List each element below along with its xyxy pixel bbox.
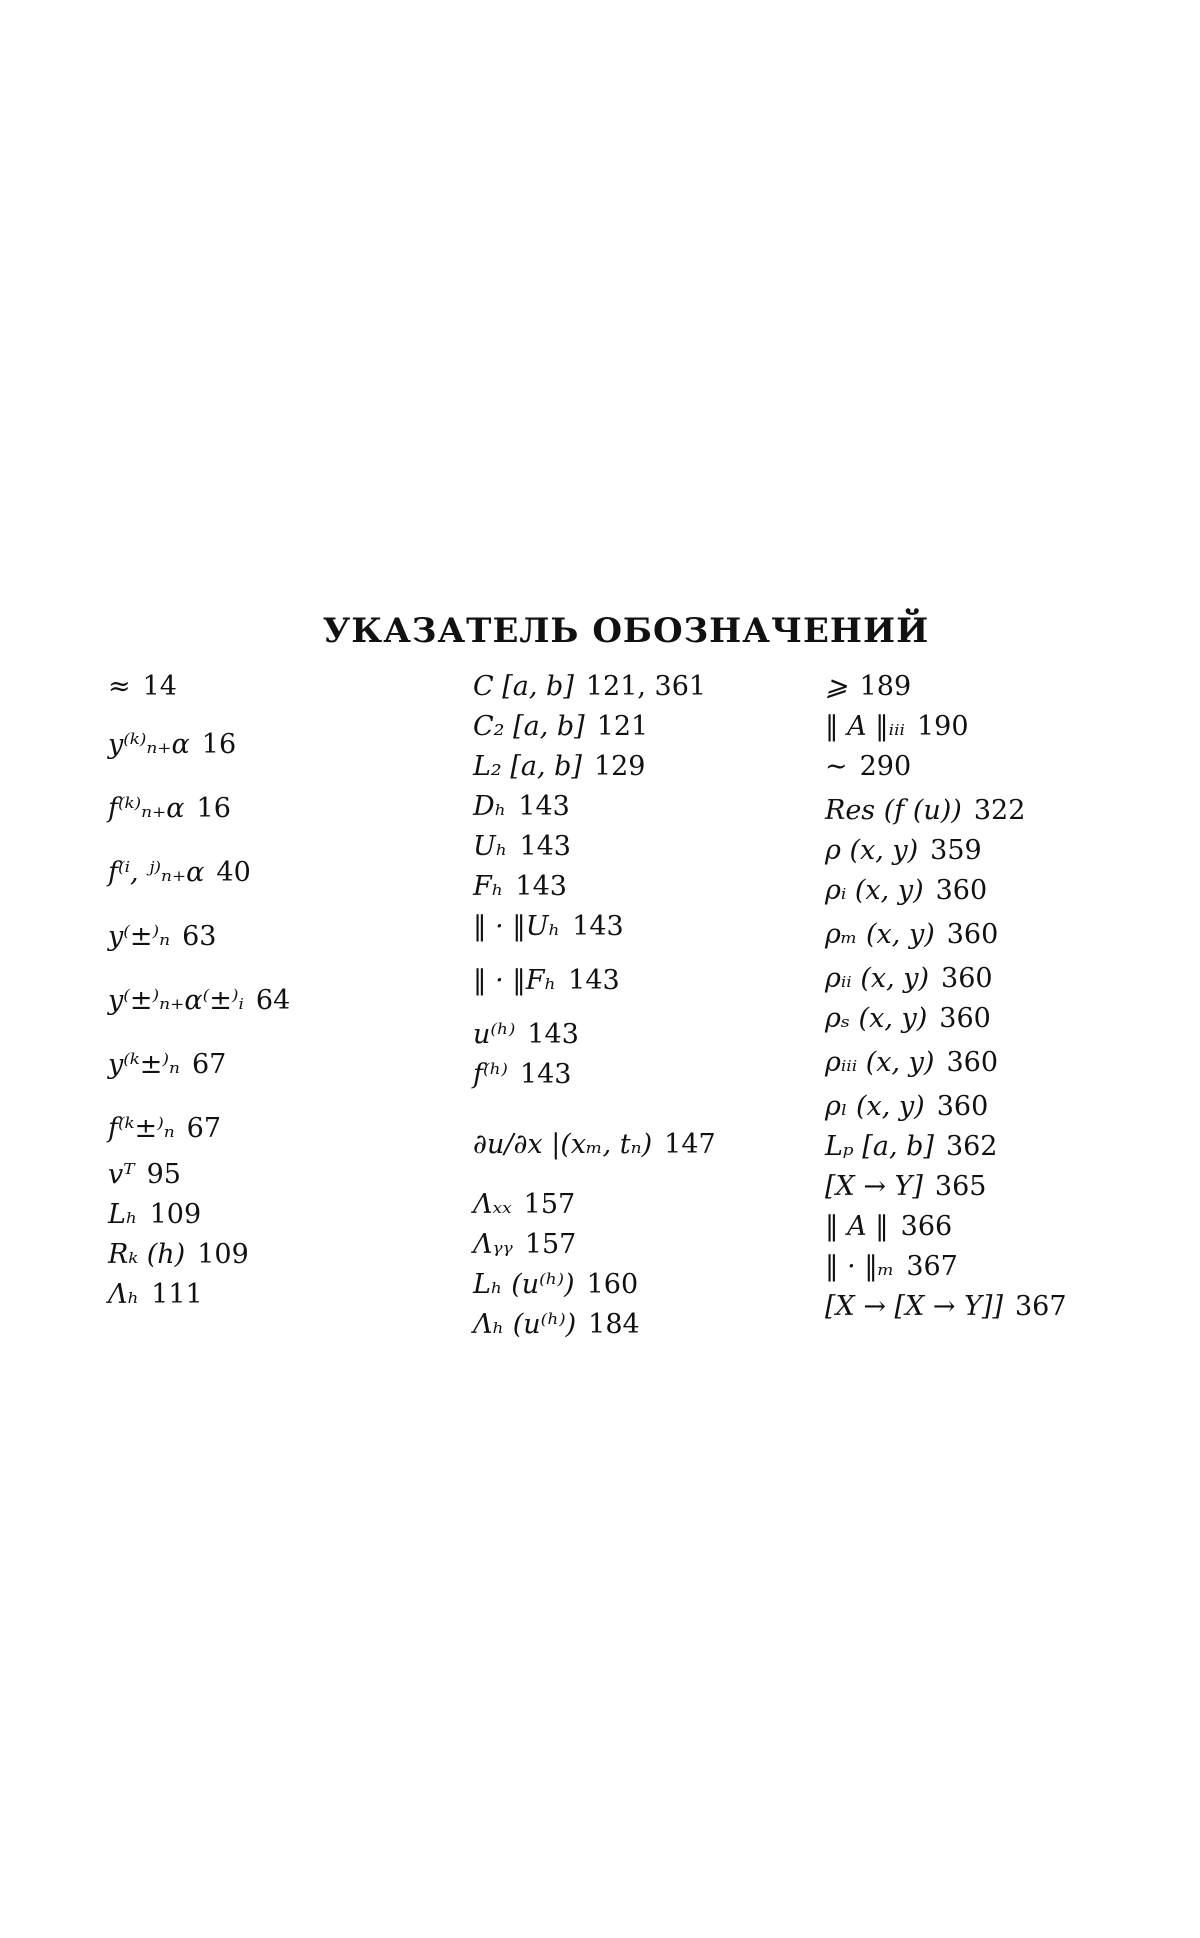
symbol: ρₛ (x, y) (825, 1003, 928, 1034)
index-entry (473, 872, 813, 912)
index-entry (108, 672, 448, 712)
page-number: 143 (568, 965, 620, 996)
page-number: 157 (524, 1229, 577, 1260)
symbol: [X → [X → Y]] (825, 1291, 1003, 1322)
index-entry (473, 1270, 813, 1310)
index-entry (825, 1292, 1185, 1332)
index-entry (825, 1212, 1185, 1252)
page-number: 143 (515, 871, 567, 902)
symbol: Rₖ (h) (108, 1239, 186, 1270)
index-entry (473, 672, 813, 712)
symbol: C₂ [a, b] (473, 711, 585, 742)
symbol: Dₕ (473, 791, 507, 822)
index-entry (108, 968, 448, 1032)
symbol: Λₕ (108, 1279, 140, 1310)
index-entry (825, 752, 1185, 796)
symbol: ρᵢᵢ (x, y) (825, 963, 930, 994)
symbol: [X → Y] (825, 1171, 923, 1202)
symbol: ρᵢ (x, y) (825, 875, 924, 906)
index-entry (108, 776, 448, 840)
symbol: Lₕ (u⁽ʰ⁾) (473, 1269, 575, 1300)
page-number: 16 (196, 793, 231, 824)
page-number: 109 (149, 1199, 202, 1230)
page-number: 40 (216, 857, 251, 888)
symbol: u⁽ʰ⁾ (473, 1019, 516, 1050)
index-column-3 (825, 672, 1185, 1332)
symbol: ∂u/∂x |(xₘ, tₙ) (473, 1129, 653, 1161)
page-number: 360 (946, 919, 999, 950)
symbol: y⁽ᵏ⁾ₙ₊α (108, 729, 190, 760)
page-number: 359 (930, 835, 982, 866)
page-number: 360 (935, 875, 988, 906)
index-entry (825, 920, 1185, 964)
page-number: 143 (572, 911, 624, 942)
symbol: C [a, b] (473, 671, 574, 702)
index-entry (108, 1240, 448, 1280)
page-number: 143 (519, 831, 571, 862)
index-entry (108, 1096, 448, 1160)
page-number: 367 (1014, 1291, 1067, 1322)
index-entry (108, 1160, 448, 1200)
symbol: ∼ (825, 751, 848, 782)
symbol: Λᵧᵧ (473, 1229, 513, 1260)
index-entry (108, 1032, 448, 1096)
page-number: 362 (945, 1131, 998, 1162)
index-column-2 (473, 672, 813, 1350)
symbol: ρᵢᵢᵢ (x, y) (825, 1047, 935, 1078)
symbol: Λₓₓ (473, 1189, 512, 1220)
symbol: Lₚ [a, b] (825, 1131, 934, 1162)
page-number: 109 (197, 1239, 249, 1270)
page-number: 189 (859, 671, 912, 702)
index-entry (825, 964, 1185, 1004)
index-entry (473, 832, 813, 872)
symbol: Res (f (u)) (825, 795, 962, 826)
page-number: 157 (523, 1189, 576, 1220)
symbol: Lₕ (108, 1199, 138, 1230)
index-entry (473, 752, 813, 792)
page-number: 143 (527, 1019, 579, 1050)
page-number: 64 (255, 985, 291, 1016)
index-entry (825, 1132, 1185, 1172)
index-entry (108, 1280, 448, 1320)
page-number: 290 (859, 751, 912, 782)
page-number: 121 (596, 711, 649, 742)
page-number: 143 (518, 791, 570, 822)
page-number: 14 (142, 671, 177, 702)
index-entry (825, 796, 1185, 836)
symbol: y⁽ᵏ±⁾ₙ (108, 1049, 180, 1080)
page-number: 360 (941, 963, 993, 994)
index-entry (473, 912, 813, 966)
page-number: 160 (586, 1269, 639, 1300)
page-number: 147 (664, 1129, 716, 1161)
index-entry (825, 1252, 1185, 1292)
symbol: f⁽ᵏ±⁾ₙ (108, 1113, 175, 1144)
page-title: УКАЗАТЕЛЬ ОБОЗНАЧЕНИЙ (322, 610, 930, 651)
symbol: ‖ · ‖ₘ (825, 1251, 895, 1282)
symbol: Uₕ (473, 831, 508, 862)
page-number: 367 (906, 1251, 958, 1282)
index-entry (473, 1310, 813, 1350)
page-number: 184 (588, 1309, 640, 1340)
index-entry (825, 1092, 1185, 1132)
symbol: ρ (x, y) (825, 835, 919, 866)
page-number: 360 (939, 1003, 991, 1034)
symbol: f⁽ⁱ, ʲ⁾ₙ₊α (108, 857, 205, 888)
page-number: 67 (191, 1049, 227, 1080)
symbol: f⁽ᵏ⁾ₙ₊α (108, 793, 185, 824)
symbol: ρₘ (x, y) (825, 919, 935, 950)
index-entry (473, 792, 813, 832)
index-entry (473, 1190, 813, 1230)
index-entry (108, 840, 448, 904)
index-entry (108, 904, 448, 968)
symbol: L₂ [a, b] (473, 751, 582, 782)
page-number: 190 (916, 711, 969, 742)
page-number: 121, 361 (585, 671, 707, 702)
index-entry (825, 876, 1185, 920)
symbol: ‖ A ‖ᵢᵢᵢ (825, 711, 905, 742)
symbol: ⩾ (825, 671, 848, 702)
symbol: y⁽±⁾ₙ (108, 921, 171, 952)
index-entry (825, 712, 1185, 752)
symbol: f⁽ʰ⁾ (473, 1059, 508, 1090)
symbol: ρₗ (x, y) (825, 1091, 925, 1122)
symbol: ‖ A ‖ (825, 1211, 889, 1242)
index-entry (108, 1200, 448, 1240)
index-entry (825, 1004, 1185, 1048)
page-number: 360 (946, 1047, 999, 1078)
page-number: 111 (151, 1279, 203, 1310)
index-entry (473, 1020, 813, 1060)
symbol: Λₕ (u⁽ʰ⁾) (473, 1309, 577, 1340)
index-entry (825, 836, 1185, 876)
page-number: 143 (519, 1059, 572, 1090)
index-entry (473, 1100, 813, 1190)
symbol: ≈ (108, 671, 131, 702)
index-column-1 (108, 672, 448, 1320)
page-number: 366 (900, 1211, 953, 1242)
symbol: ‖ · ‖Uₕ (473, 911, 561, 942)
symbol: Fₕ (473, 871, 504, 902)
index-entry (825, 672, 1185, 712)
index-entry (473, 966, 813, 1020)
index-entry (825, 1048, 1185, 1092)
symbol: vᵀ (108, 1159, 135, 1190)
index-entry (473, 1060, 813, 1100)
index-entry (825, 1172, 1185, 1212)
index-entry (108, 712, 448, 776)
page-number: 129 (593, 751, 646, 782)
symbol: y⁽±⁾ₙ₊α⁽±⁾ᵢ (108, 985, 244, 1016)
page-number: 360 (936, 1091, 989, 1122)
page-number: 16 (201, 729, 237, 760)
page-number: 67 (186, 1113, 222, 1144)
page-number: 95 (146, 1159, 181, 1190)
page-number: 365 (934, 1171, 987, 1202)
index-entry (473, 712, 813, 752)
index-entry (473, 1230, 813, 1270)
page-number: 322 (973, 795, 1026, 826)
page-number: 63 (182, 921, 217, 952)
symbol: ‖ · ‖Fₕ (473, 965, 557, 996)
